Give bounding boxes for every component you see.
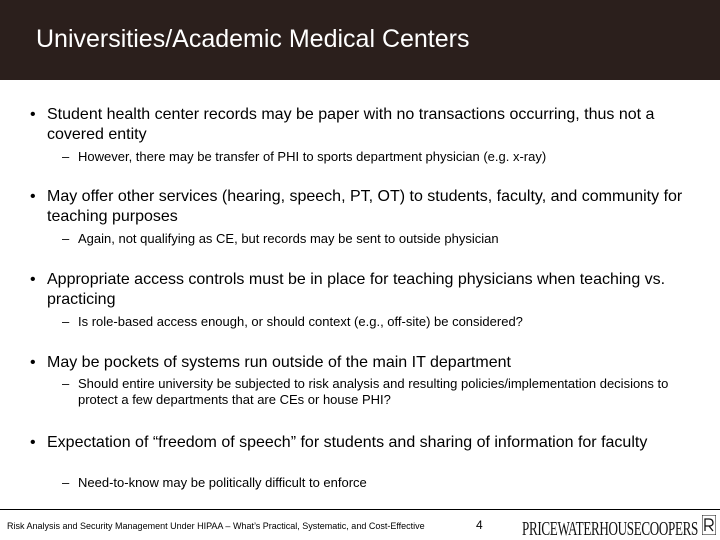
pricewaterhousecoopers-logo [522,510,700,540]
bullet-dot-icon: • [30,188,36,205]
sub-bullet-dash-icon: – [62,149,70,164]
bullet-dot-icon: • [30,271,36,288]
sub-bullet-text: Need-to-know may be politically difficult to enforce [78,475,367,490]
sub-bullet-dash-icon: – [62,314,70,329]
bullet-text: Student health center records may be paper with no transactions occurring, thus not a covered entity [47,106,655,143]
sub-bullet-text: Again, not qualifying as CE, but records may be sent to outside physician [78,231,499,246]
bullet-text: May be pockets of systems run outside of the main IT department [47,354,511,371]
logo-mark-icon [702,515,716,535]
sub-bullet-text: However, there may be transfer of PHI to sports department physician (e.g. x-ray) [78,149,547,164]
sub-bullet-text: Is role-based access enough, or should context (e.g., off-site) be considered? [78,314,523,329]
sub-bullet-dash-icon: – [62,376,70,391]
logo-text: PRICEWATERHOUSECOOPERS [522,518,698,540]
sub-bullet-text: Should entire university be subjected to risk analysis and resulting policies/implementation decisions to protect a few departments that are CEs or house PHI? [78,376,669,407]
bullet-text: Expectation of “freedom of speech” for students and sharing of information for faculty [47,434,648,451]
sub-bullet-dash-icon: – [62,231,70,246]
bullet-dot-icon: • [30,106,36,123]
slide-title: Universities/Academic Medical Centers [36,25,470,53]
bullet-dot-icon: • [30,354,36,371]
bullet-dot-icon: • [30,434,36,451]
bullet-text: May offer other services (hearing, speech, PT, OT) to students, faculty, and community for teaching purposes [47,188,683,225]
bullet-text: Appropriate access controls must be in place for teaching physicians when teaching vs. practicing [47,271,666,308]
page-number: 4 [476,518,483,532]
footer-text: Risk Analysis and Security Management Under HIPAA – What’s Practical, Systematic, and Cost-Effective [7,521,425,531]
sub-bullet-dash-icon: – [62,475,70,490]
